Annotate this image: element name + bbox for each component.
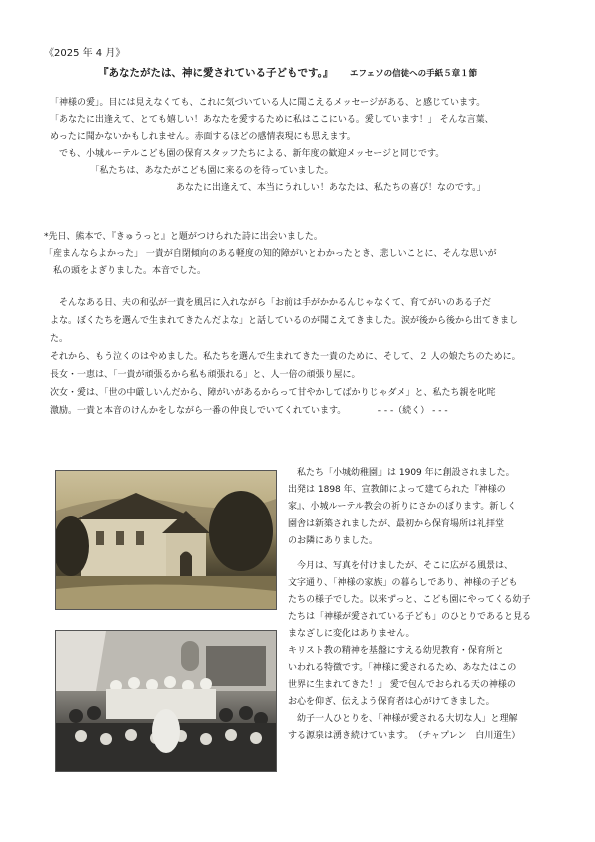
scripture-reference: エフェソの信徒への手紙５章１節 — [350, 69, 478, 79]
poem-intro-line: 「産まんならよかった」 一貴が自閉傾向のある軽度の知的障がいとわかったとき、悲しいことに、そんな思いが — [44, 249, 497, 259]
church-photo-illustration — [56, 471, 276, 609]
intro-paragraph — [50, 96, 494, 198]
children-photo-illustration — [56, 631, 276, 771]
poem-line: た。 — [50, 334, 69, 344]
poem-line: 次女・愛は、「世の中厳しいんだから、障がいがあるからって甘やかしてばかりじゃダメ」と、私たち親を叱咤 — [50, 388, 496, 398]
poem-line: 激励。一貴と本音のけんかをしながら一番の仲良しでいてくれています。 - - -（続く） - - - — [50, 406, 448, 416]
poem-line: それから、もう泣くのはやめました。私たちを選んで生まれてきた一貴のために、そして、２ 人の娘たちのために。 — [50, 352, 521, 362]
intro-line: でも、小城ルーテルこども園の保育スタッフたちによる、新年度の歓迎メッセージと同じです。 — [50, 149, 445, 159]
history-line: 出発は 1898 年、宣教師によって建てられた『神様の — [288, 485, 506, 495]
poem-line: そんなある日、夫の和弘が一貴を風呂に入れながら「お前は手がかかるんじゃなくて、育てがいのある子だ — [50, 298, 491, 308]
children-photo — [55, 630, 277, 772]
history-line: する源泉は湧き続けています。 （チャプレン 白川道生） — [288, 731, 521, 741]
history-column — [288, 466, 531, 746]
history-line: 家』、小城ルーテル教会の祈りにさかのぼります。新しく — [288, 502, 517, 512]
poem-intro-line: 私の頭をよぎりました。本音でした。 — [44, 266, 207, 276]
history-line — [288, 551, 531, 559]
history-line: いわれる特徴です。「神様に愛されるため、あなたはこの — [288, 663, 517, 673]
history-line: 幼子一人ひとりを、「神様が愛される大切な人」と理解 — [288, 714, 518, 724]
history-line: キリスト教の精神を基盤にすえる幼児教育・保育所と — [288, 646, 504, 656]
intro-line: 「神様の愛」。目には見えなくても、これに気づいている人に聞こえるメッセージがある、と感じています。 — [50, 98, 486, 108]
history-line: のお隣にありました。 — [288, 536, 379, 546]
history-line: 園舎は新築されましたが、最初から保育場所は礼拝堂 — [288, 519, 505, 529]
history-line: 今月は、写真を付けましたが、そこに広がる風景は、 — [288, 561, 514, 571]
intro-line: 「あなたに出逢えて、とても嬉しい！あなたを愛するために私はここにいる。愛しています！」 そんな言葉、 — [50, 115, 494, 125]
date-label: 《2025 年 4 月》 — [44, 48, 126, 59]
history-line: 世界に生まれてきた！」 愛で包んでおられる天の神様の — [288, 680, 516, 690]
poem-line: よな。ぼくたちを選んで生まれてきたんだよな」と話しているのが聞こえてきました。涙が後から後から出てきまし — [50, 316, 519, 326]
history-line: 私たち「小城幼稚園」は 1909 年に創設されました。 — [288, 468, 515, 478]
intro-line: あなたに出逢えて、本当にうれしい！あなたは、私たちの喜び！なのです。」 — [50, 183, 486, 193]
poem-intro — [44, 230, 497, 281]
church-photo — [55, 470, 277, 610]
intro-line: 「私たちは、あなたがこども園に来るのを待っていました。 — [50, 166, 334, 176]
history-line: たちは「神様が愛されている子ども」のひとりであると見る — [288, 612, 532, 622]
poem-line: 長女・一恵は、「一貴が頑張るから私も頑張れる」と、人一倍の頑張り屋に。 — [50, 370, 361, 380]
poem-body — [50, 296, 521, 422]
history-line: 文字通り、「神様の家族」の暮らしであり、神様の子ども — [288, 578, 518, 588]
history-line: まなざしに変化はありません。 — [288, 629, 415, 639]
history-line: お心を仰ぎ、伝えよう保育者は心がけてきました。 — [288, 697, 495, 707]
page-title: 『あなたがたは、神に愛されている子どもです。』 — [98, 67, 334, 79]
history-line: たちの様子でした。以来ずっと、こども園にやってくる幼子 — [288, 595, 531, 605]
intro-line: めったに聞かないかもしれません。赤面するほどの感情表現にも思えます。 — [50, 132, 356, 142]
poem-intro-line: *先日、熊本で、『きゅうっと』と題がつけられた詩に出会いました。 — [44, 232, 323, 242]
